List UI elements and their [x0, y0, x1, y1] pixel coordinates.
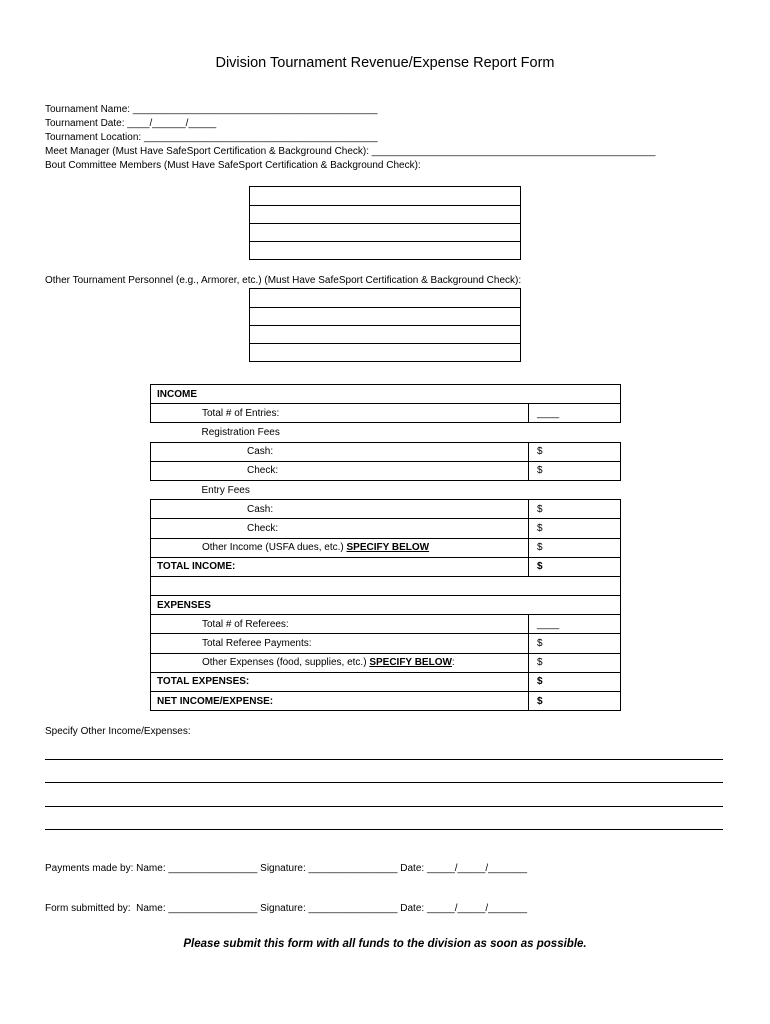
table-row [151, 423, 621, 442]
entry-check-value[interactable]: $ [529, 519, 621, 538]
net-income-value[interactable]: $ [529, 692, 621, 711]
total-income-value[interactable]: $ [529, 557, 621, 576]
table-row [151, 672, 621, 691]
entry-check-label: Check: [151, 519, 529, 538]
table-row [151, 404, 621, 423]
personnel-cell[interactable] [250, 308, 521, 326]
other-income-specify: SPECIFY BELOW [346, 542, 430, 554]
table-row [151, 461, 621, 480]
other-income-value[interactable]: $ [529, 538, 621, 557]
entries-label: Total # of Entries: [151, 404, 529, 423]
table-row [151, 500, 621, 519]
income-heading: INCOME [151, 385, 621, 404]
other-expenses-colon: : [451, 657, 455, 669]
other-expenses-value[interactable]: $ [529, 653, 621, 672]
referees-value[interactable]: ____ [529, 615, 621, 634]
table-row [151, 615, 621, 634]
bout-committee-grid [249, 186, 521, 260]
revenue-expense-table [150, 384, 621, 711]
other-expenses-specify: SPECIFY BELOW [369, 657, 452, 669]
registration-cash-value[interactable]: $ [529, 442, 621, 461]
payments-made-by-line[interactable]: Payments made by: Name: ________________ Signature: ________________ Date: _____/_____/_______ [45, 863, 528, 874]
table-row [151, 442, 621, 461]
bout-committee-label: Bout Committee Members (Must Have SafeSport Certification & Background Check): [45, 160, 421, 171]
entry-cash-label: Cash: [151, 500, 529, 519]
personnel-cell[interactable] [250, 344, 521, 362]
expenses-heading: EXPENSES [151, 596, 621, 615]
spacer-row [151, 576, 621, 595]
other-expenses-label [151, 653, 529, 672]
expenses-heading-row [151, 596, 621, 615]
total-expenses-label: TOTAL EXPENSES: [151, 672, 529, 691]
footer-note: Please submit this form with all funds to the division as soon as possible. [183, 938, 587, 950]
specify-line[interactable] [45, 759, 723, 760]
table-row [151, 692, 621, 711]
specify-line[interactable] [45, 829, 723, 830]
total-income-label: TOTAL INCOME: [151, 557, 529, 576]
entry-cash-value[interactable]: $ [529, 500, 621, 519]
spacer-cell [151, 576, 621, 595]
bout-committee-cell[interactable] [250, 187, 521, 206]
meet-manager-field[interactable]: Meet Manager (Must Have SafeSport Certification & Background Check): ___________________________________________________ [45, 146, 656, 157]
tournament-date-field[interactable]: Tournament Date: ____/______/_____ [45, 118, 217, 129]
referees-label: Total # of Referees: [151, 615, 529, 634]
registration-check-label: Check: [151, 461, 529, 480]
table-row [151, 480, 621, 499]
bout-committee-cell[interactable] [250, 242, 521, 260]
form-title: Division Tournament Revenue/Expense Report Form [215, 55, 555, 71]
other-expenses-text: Other Expenses (food, supplies, etc.) [202, 657, 370, 669]
specify-label: Specify Other Income/Expenses: [45, 726, 191, 737]
net-income-label: NET INCOME/EXPENSE: [151, 692, 529, 711]
other-income-text: Other Income (USFA dues, etc.) [202, 542, 347, 554]
registration-cash-label: Cash: [151, 442, 529, 461]
table-row [151, 519, 621, 538]
personnel-label: Other Tournament Personnel (e.g., Armorer, etc.) (Must Have SafeSport Certification & Background Check): [45, 275, 522, 286]
specify-line[interactable] [45, 782, 723, 783]
table-row [151, 538, 621, 557]
table-row [151, 557, 621, 576]
entry-fees-label: Entry Fees [151, 480, 621, 499]
tournament-location-field[interactable]: Tournament Location: __________________________________________ [45, 132, 378, 143]
personnel-cell[interactable] [250, 326, 521, 344]
personnel-cell[interactable] [250, 289, 521, 308]
table-row [151, 634, 621, 653]
specify-line[interactable] [45, 806, 723, 807]
income-heading-row [151, 385, 621, 404]
registration-check-value[interactable]: $ [529, 461, 621, 480]
personnel-grid [249, 288, 521, 362]
total-expenses-value[interactable]: $ [529, 672, 621, 691]
referee-payments-value[interactable]: $ [529, 634, 621, 653]
registration-fees-label: Registration Fees [151, 423, 621, 442]
table-row [151, 653, 621, 672]
bout-committee-cell[interactable] [250, 224, 521, 242]
tournament-name-field[interactable]: Tournament Name: ____________________________________________ [45, 104, 378, 115]
referee-payments-label: Total Referee Payments: [151, 634, 529, 653]
form-submitted-by-line[interactable]: Form submitted by: Name: ________________ Signature: ________________ Date: _____/_____/_______ [45, 903, 528, 914]
bout-committee-cell[interactable] [250, 206, 521, 224]
other-income-label [151, 538, 529, 557]
entries-value[interactable]: ____ [529, 404, 621, 423]
